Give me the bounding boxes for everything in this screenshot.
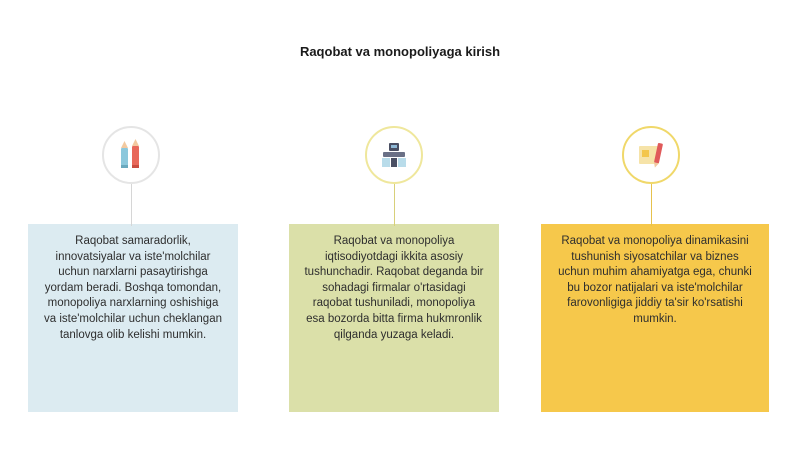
- pencils-icon: [116, 138, 146, 172]
- card-column-3: [541, 126, 751, 416]
- icon-circle: [365, 126, 423, 184]
- info-card: Raqobat samaradorlik, innovatsiyalar va iste'molchilar uchun narxlarni pasaytirishga yordam beradi. Boshqa tomondan, monopoliya narxlarning oshishiga va iste'molchilar uchun cheklangan tanlovga olib kelishi mumkin.: [28, 224, 238, 412]
- info-card: Raqobat va monopoliya dinamikasini tushunish siyosatchilar va biznes uchun muhim ahamiyatga ega, chunki bu bozor natijalari va iste'molchilar farovonligiga jiddiy ta'sir ko'rsatishi mumkin.: [541, 224, 769, 412]
- page-title: Raqobat va monopoliyaga kirish: [299, 44, 501, 59]
- icon-circle: [622, 126, 680, 184]
- info-card: Raqobat va monopoliya iqtisodiyotdagi ikkita asosiy tushunchadir. Raqobat deganda bir sohadagi firmalar o'rtasidagi raqobat tushuniladi, monopoliya esa bozorda bitta firma hukmronlik qilganda yuzaga keladi.: [289, 224, 499, 412]
- connector-line: [394, 184, 395, 226]
- card-column-1: [28, 126, 238, 416]
- factory-icon: [379, 141, 409, 169]
- note-pencil-icon: [636, 140, 666, 170]
- connector-line: [651, 184, 652, 226]
- icon-circle: [102, 126, 160, 184]
- connector-line: [131, 184, 132, 226]
- card-column-2: [289, 126, 499, 416]
